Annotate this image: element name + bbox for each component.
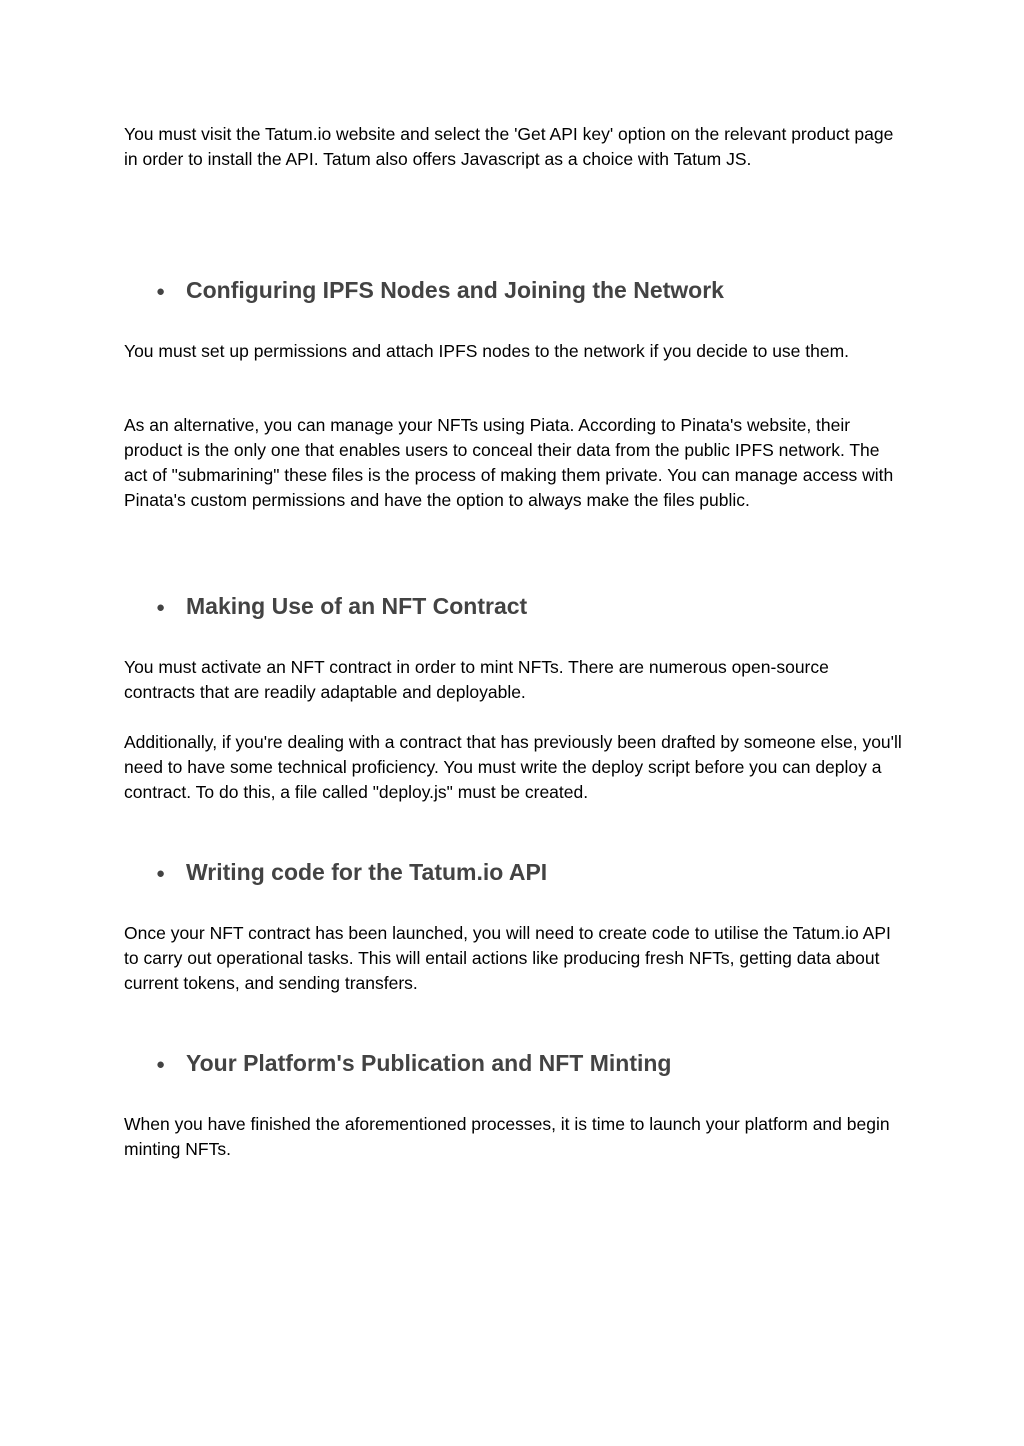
bullet-icon: ● <box>156 599 166 616</box>
intro-paragraph: You must visit the Tatum.io website and select the 'Get API key' option on the relevant product page in order to install the API. Tatum also offers Javascript as a choice with Tatum JS. <box>124 124 894 169</box>
section-heading-text: Making Use of an NFT Contract <box>186 593 528 619</box>
section-paragraph: You must set up permissions and attach IPFS nodes to the network if you decide to use them. <box>124 341 850 361</box>
section-heading-publication <box>156 1048 671 1080</box>
bullet-icon: ● <box>156 865 166 882</box>
bullet-icon: ● <box>156 283 166 300</box>
bullet-icon: ● <box>156 1056 166 1073</box>
section-paragraph: As an alternative, you can manage your NFTs using Piata. According to Pinata's website, their product is the only one that enables users to conceal their data from the public IPFS network. The act of "submarining" these files is the process of making them private. You can manage access with Pinata's custom permissions and have the option to always make the files public. <box>124 415 894 510</box>
section-paragraph: Additionally, if you're dealing with a contract that has previously been drafted by someone else, you'll need to have some technical proficiency. You must write the deploy script before you can deploy a contract. To do this, a file called "deploy.js" must be created. <box>124 732 902 802</box>
section-paragraph: Once your NFT contract has been launched, you will need to create code to utilise the Tatum.io API to carry out operational tasks. This will entail actions like producing fresh NFTs, getting data about current tokens, and sending transfers. <box>124 923 891 993</box>
section-paragraph: You must activate an NFT contract in order to mint NFTs. There are numerous open-source contracts that are readily adaptable and deployable. <box>124 657 829 702</box>
section-heading-nft-contract <box>156 591 527 623</box>
section-heading-text: Configuring IPFS Nodes and Joining the Network <box>186 277 724 303</box>
section-heading-ipfs <box>156 275 724 307</box>
section-heading-text: Writing code for the Tatum.io API <box>186 859 548 885</box>
section-heading-text: Your Platform's Publication and NFT Minting <box>186 1050 672 1076</box>
section-heading-tatum-api <box>156 857 547 889</box>
section-paragraph: When you have finished the aforementioned processes, it is time to launch your platform and begin minting NFTs. <box>124 1114 890 1159</box>
